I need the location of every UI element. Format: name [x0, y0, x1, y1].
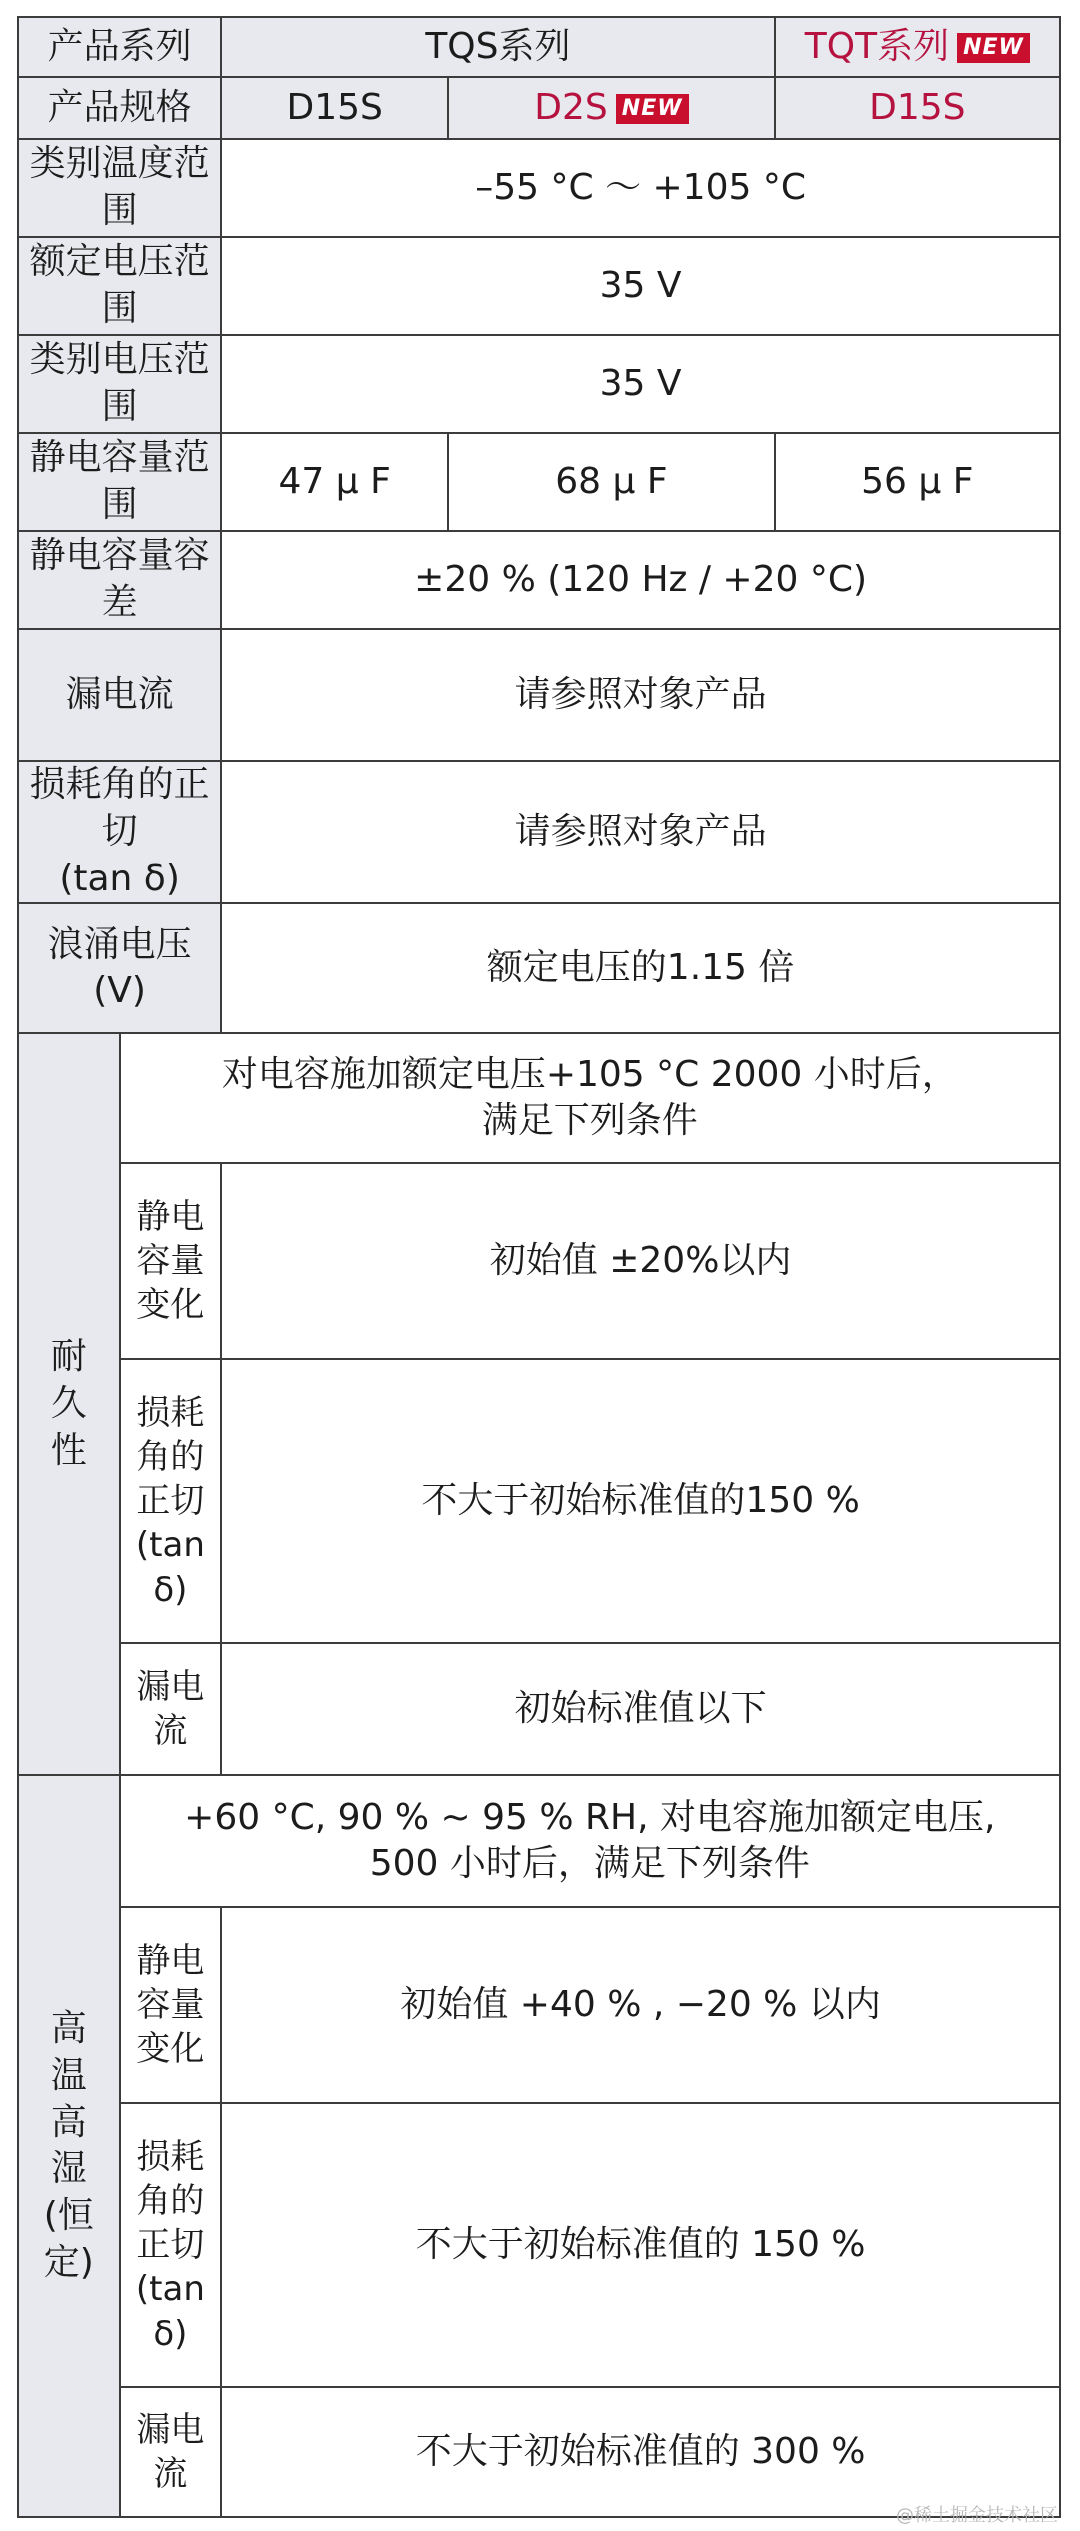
endurance-label-char: 耐 — [50, 1336, 87, 1378]
tqt-series-label: TQT系列 — [804, 25, 950, 67]
spec-table — [17, 16, 1061, 2518]
series-label: 产品系列 — [18, 17, 221, 77]
humidity-tan-value: 不大于初始标准值的 150 % — [221, 2103, 1060, 2387]
endurance-leak-row — [18, 1643, 1060, 1775]
rated-voltage-label: 额定电压范围 — [18, 237, 221, 335]
endurance-cap-change-row — [18, 1163, 1060, 1359]
endurance-tan-value: 不大于初始标准值的150 % — [221, 1359, 1060, 1643]
endurance-label-char: 性 — [50, 1429, 87, 1471]
category-voltage-value: 35 V — [221, 335, 1060, 433]
endurance-condition-line: 满足下列条件 — [481, 1100, 698, 1142]
humidity-leak-value: 不大于初始标准值的 300 % — [221, 2387, 1060, 2517]
label-line: 漏电 — [136, 1667, 205, 1708]
tqs-series-header: TQS系列 — [221, 17, 774, 77]
label-line: 漏电 — [136, 2410, 205, 2451]
temp-value: –55 °C 〜 +105 °C — [221, 139, 1060, 237]
label-line: 容量 — [136, 1985, 205, 2026]
capacitance-d15s: 47 μ F — [221, 433, 448, 531]
tan-value: 请参照对象产品 — [221, 761, 1060, 903]
surge-value: 额定电压的1.15 倍 — [221, 903, 1060, 1033]
capacitance-d2s: 68 μ F — [448, 433, 774, 531]
label-line: 容量 — [136, 1241, 205, 1282]
temp-label: 类别温度范围 — [18, 139, 221, 237]
humidity-label-char: (恒定) — [43, 2195, 94, 2283]
label-line: 静电 — [136, 1941, 205, 1982]
humidity-label-char: 温 — [50, 2054, 87, 2096]
tan-label-line: (tan δ) — [59, 857, 180, 899]
label-line: δ) — [153, 1569, 188, 1610]
endurance-condition — [120, 1033, 1060, 1163]
label-line: 损耗 — [136, 2136, 205, 2177]
rated-voltage-row — [18, 237, 1060, 335]
new-badge: NEW — [616, 94, 689, 124]
leakage-label: 漏电流 — [18, 629, 221, 761]
label-line: 正切 — [136, 2225, 205, 2266]
label-line: 角的 — [136, 1437, 205, 1478]
tolerance-label: 静电容量容差 — [18, 531, 221, 629]
humidity-label-char: 高 — [50, 2008, 87, 2049]
humidity-condition — [120, 1775, 1060, 1907]
endurance-leak-value: 初始标准值以下 — [221, 1643, 1060, 1775]
temp-row — [18, 139, 1060, 237]
tan-label-line: 损耗角的正切 — [29, 764, 210, 852]
series-row — [18, 17, 1060, 77]
humidity-cap-change-value: 初始值 +40 % , −20 % 以内 — [221, 1907, 1060, 2103]
leakage-row — [18, 629, 1060, 761]
tan-label — [18, 761, 221, 903]
surge-label: 浪涌电压 (V) — [18, 903, 221, 1033]
label-line: (tan — [135, 2269, 205, 2310]
humidity-cap-change-row — [18, 1907, 1060, 2103]
category-voltage-row — [18, 335, 1060, 433]
label-line: (tan — [135, 1525, 205, 1566]
spec-label: 产品规格 — [18, 77, 221, 139]
spec-row — [18, 77, 1060, 139]
label-line: 流 — [153, 1711, 188, 1752]
humidity-condition-line: +60 °C, 90 % ~ 95 % RH, 对电容施加额定电压, — [184, 1796, 996, 1838]
spec-d15s: D15S — [221, 77, 448, 139]
endurance-tan-label — [120, 1359, 222, 1643]
leakage-value: 请参照对象产品 — [221, 629, 1060, 761]
humidity-label — [18, 1775, 120, 2517]
category-voltage-label: 类别电压范围 — [18, 335, 221, 433]
humidity-cap-change-label — [120, 1907, 222, 2103]
humidity-label-char: 湿 — [50, 2148, 87, 2190]
spec-d2s: D2S — [534, 86, 608, 128]
capacitance-label: 静电容量范围 — [18, 433, 221, 531]
tqt-series-header — [775, 17, 1060, 77]
spec-tqt-d15s: D15S — [775, 77, 1060, 139]
capacitance-tqt: 56 μ F — [775, 433, 1060, 531]
new-badge: NEW — [957, 33, 1030, 63]
rated-voltage-value: 35 V — [221, 237, 1060, 335]
humidity-condition-row — [18, 1775, 1060, 1907]
spec-d2s-cell — [448, 77, 774, 139]
surge-row — [18, 903, 1060, 1033]
capacitance-row — [18, 433, 1060, 531]
endurance-condition-row — [18, 1033, 1060, 1163]
label-line: 正切 — [136, 1481, 205, 1522]
humidity-label-char: 高 — [50, 2101, 87, 2143]
tan-row — [18, 761, 1060, 903]
humidity-leak-label — [120, 2387, 222, 2517]
endurance-leak-label — [120, 1643, 222, 1775]
endurance-cap-change-value: 初始值 ±20%以内 — [221, 1163, 1060, 1359]
tolerance-row — [18, 531, 1060, 629]
endurance-label — [18, 1033, 120, 1775]
humidity-condition-line: 500 小时后，满足下列条件 — [369, 1843, 810, 1885]
tolerance-value: ±20 % (120 Hz / +20 °C) — [221, 531, 1060, 629]
humidity-tan-label — [120, 2103, 222, 2387]
label-line: 角的 — [136, 2181, 205, 2222]
label-line: 流 — [153, 2454, 188, 2495]
endurance-condition-line: 对电容施加额定电压+105 °C 2000 小时后， — [221, 1053, 958, 1095]
endurance-label-char: 久 — [50, 1382, 87, 1424]
label-line: δ) — [153, 2313, 188, 2354]
endurance-cap-change-label — [120, 1163, 222, 1359]
watermark: @稀土掘金技术社区 — [896, 2505, 1058, 2526]
label-line: 损耗 — [136, 1392, 205, 1433]
label-line: 变化 — [136, 1285, 205, 1326]
humidity-leak-row — [18, 2387, 1060, 2517]
endurance-tan-row — [18, 1359, 1060, 1643]
label-line: 静电 — [136, 1197, 205, 1238]
humidity-tan-row — [18, 2103, 1060, 2387]
label-line: 变化 — [136, 2029, 205, 2070]
